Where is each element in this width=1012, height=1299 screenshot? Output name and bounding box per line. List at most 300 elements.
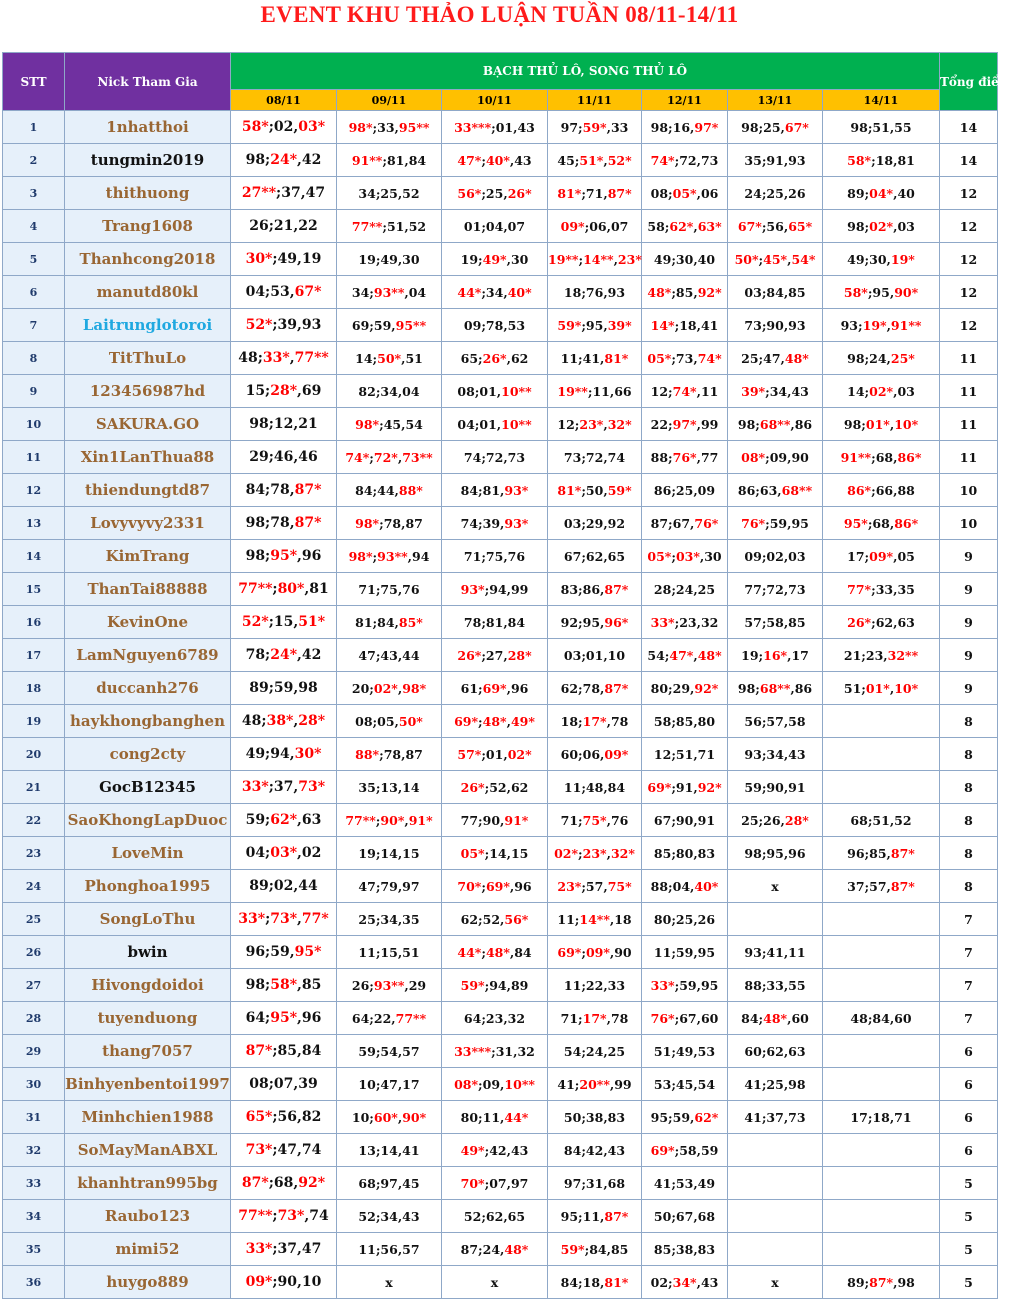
pick-cell: 71;75,76 <box>337 573 442 606</box>
pick-cell: 51;49,53 <box>642 1035 728 1068</box>
nick-cell: 123456987hd <box>65 375 231 408</box>
table-row <box>3 276 998 309</box>
nick-cell: duccanh276 <box>65 672 231 705</box>
pick-cell: 04;03*,02 <box>231 837 337 870</box>
pick-cell: 44*;34,40* <box>442 276 548 309</box>
pick-cell: 71;17*,78 <box>548 1002 642 1035</box>
pick-cell <box>823 1068 940 1101</box>
pick-cell <box>823 705 940 738</box>
pick-cell: 12;23*,32* <box>548 408 642 441</box>
pick-cell: 77**;90*,91* <box>337 804 442 837</box>
total-cell: 9 <box>940 639 998 672</box>
pick-cell: 62;52,56* <box>442 903 548 936</box>
pick-cell: 01;04,07 <box>442 210 548 243</box>
nick-cell: thithuong <box>65 177 231 210</box>
pick-cell: 77**;51,52 <box>337 210 442 243</box>
pick-cell: 59;62*,63 <box>231 804 337 837</box>
pick-cell: 73;72,74 <box>548 441 642 474</box>
pick-cell: 52;62,65 <box>442 1200 548 1233</box>
pick-cell: 95*;68,86* <box>823 507 940 540</box>
stt-cell: 28 <box>3 1002 65 1035</box>
pick-cell: 47;43,44 <box>337 639 442 672</box>
pick-cell: 74;39,93* <box>442 507 548 540</box>
pick-cell: 30*;49,19 <box>231 243 337 276</box>
pick-cell: 93;41,11 <box>728 936 823 969</box>
pick-cell: 89;87*,98 <box>823 1266 940 1299</box>
pick-cell: 58;62*,63* <box>642 210 728 243</box>
pick-cell: 33***;31,32 <box>442 1035 548 1068</box>
pick-cell: 68;97,45 <box>337 1167 442 1200</box>
pick-cell: 03;84,85 <box>728 276 823 309</box>
pick-cell: 10;60*,90* <box>337 1101 442 1134</box>
pick-cell: 74*;72,73 <box>642 144 728 177</box>
pick-cell: 48*;85,92* <box>642 276 728 309</box>
pick-cell <box>823 1035 940 1068</box>
pick-cell: 67;90,91 <box>642 804 728 837</box>
pick-cell: 81*;71,87* <box>548 177 642 210</box>
table-row <box>3 507 998 540</box>
pick-cell: 89;04*,40 <box>823 177 940 210</box>
pick-cell: 65;26*,62 <box>442 342 548 375</box>
stt-cell: 14 <box>3 540 65 573</box>
nick-cell: ThanTai88888 <box>65 573 231 606</box>
pick-cell <box>823 738 940 771</box>
pick-cell: 45;51*,52* <box>548 144 642 177</box>
pick-cell: 98;24,25* <box>823 342 940 375</box>
table-row <box>3 936 998 969</box>
table-row <box>3 1002 998 1035</box>
pick-cell: 58*;02,03* <box>231 111 337 144</box>
header-date: 13/11 <box>728 90 823 111</box>
table-row <box>3 1035 998 1068</box>
pick-cell: 59;54,57 <box>337 1035 442 1068</box>
pick-cell: 78;81,84 <box>442 606 548 639</box>
pick-cell: 19;49*,30 <box>442 243 548 276</box>
pick-cell: 87*;68,92* <box>231 1167 337 1200</box>
pick-cell: 80;25,26 <box>642 903 728 936</box>
total-cell: 6 <box>940 1134 998 1167</box>
table-row <box>3 1134 998 1167</box>
pick-cell: 35;13,14 <box>337 771 442 804</box>
pick-cell: 15;28*,69 <box>231 375 337 408</box>
header-date: 14/11 <box>823 90 940 111</box>
pick-cell: 69*;09*,90 <box>548 936 642 969</box>
table-row <box>3 243 998 276</box>
pick-cell: 59;90,91 <box>728 771 823 804</box>
total-cell: 8 <box>940 837 998 870</box>
table-row <box>3 309 998 342</box>
total-cell: 6 <box>940 1101 998 1134</box>
header-date: 12/11 <box>642 90 728 111</box>
pick-cell: 67*;56,65* <box>728 210 823 243</box>
pick-cell: 84;18,81* <box>548 1266 642 1299</box>
pick-cell: 18;17*,78 <box>548 705 642 738</box>
pick-cell: 25;26,28* <box>728 804 823 837</box>
pick-cell: 37;57,87* <box>823 870 940 903</box>
pick-cell: 49;30,19* <box>823 243 940 276</box>
pick-cell: 49;94,30* <box>231 738 337 771</box>
pick-cell: 04;53,67* <box>231 276 337 309</box>
pick-cell: 49*;42,43 <box>442 1134 548 1167</box>
nick-cell: cong2cty <box>65 738 231 771</box>
pick-cell: 14*;18,41 <box>642 309 728 342</box>
stt-cell: 35 <box>3 1233 65 1266</box>
total-cell: 12 <box>940 177 998 210</box>
pick-cell: 19;14,15 <box>337 837 442 870</box>
pick-cell: 98;24*,42 <box>231 144 337 177</box>
total-cell: 10 <box>940 507 998 540</box>
pick-cell: 04;01,10** <box>442 408 548 441</box>
pick-cell: 93;19*,91** <box>823 309 940 342</box>
total-cell: 12 <box>940 210 998 243</box>
pick-cell: 88;04,40* <box>642 870 728 903</box>
nick-cell: SoMayManABXL <box>65 1134 231 1167</box>
pick-cell: 12;74*,11 <box>642 375 728 408</box>
pick-cell: 91**;68,86* <box>823 441 940 474</box>
total-cell: 8 <box>940 870 998 903</box>
pick-cell: 65*;56,82 <box>231 1101 337 1134</box>
pick-cell: 59*;94,89 <box>442 969 548 1002</box>
stt-cell: 21 <box>3 771 65 804</box>
pick-cell: 74*;72*,73** <box>337 441 442 474</box>
pick-cell: 88;76*,77 <box>642 441 728 474</box>
nick-cell: Phonghoa1995 <box>65 870 231 903</box>
pick-cell: 34;25,52 <box>337 177 442 210</box>
pick-cell: 49;30,40 <box>642 243 728 276</box>
pick-cell: 20;02*,98* <box>337 672 442 705</box>
pick-cell <box>728 1200 823 1233</box>
pick-cell: 98;78,87* <box>231 507 337 540</box>
pick-cell: 19**;14**,23* <box>548 243 642 276</box>
pick-cell: 84;81,93* <box>442 474 548 507</box>
nick-cell: Thanhcong2018 <box>65 243 231 276</box>
pick-cell: 08;05,50* <box>337 705 442 738</box>
pick-cell: 81*;50,59* <box>548 474 642 507</box>
table-row <box>3 1266 998 1299</box>
header-total: Tổng điểm <box>940 53 998 111</box>
pick-cell: 44*;48*,84 <box>442 936 548 969</box>
pick-cell: 11;59,95 <box>642 936 728 969</box>
pick-cell: 19;16*,17 <box>728 639 823 672</box>
total-cell: 12 <box>940 243 998 276</box>
pick-cell: 24;25,26 <box>728 177 823 210</box>
nick-cell: Raubo123 <box>65 1200 231 1233</box>
pick-cell: 80;29,92* <box>642 672 728 705</box>
pick-cell: 85;38,83 <box>642 1233 728 1266</box>
table-row <box>3 771 998 804</box>
pick-cell: 08*;09,90 <box>728 441 823 474</box>
stt-cell: 11 <box>3 441 65 474</box>
table-row <box>3 540 998 573</box>
pick-cell: 73*;47,74 <box>231 1134 337 1167</box>
pick-cell: 58;85,80 <box>642 705 728 738</box>
total-cell: 6 <box>940 1068 998 1101</box>
nick-cell: LamNguyen6789 <box>65 639 231 672</box>
pick-cell: 05*;03*,30 <box>642 540 728 573</box>
pick-cell: 61;69*,96 <box>442 672 548 705</box>
pick-cell: 09*;90,10 <box>231 1266 337 1299</box>
table-row <box>3 342 998 375</box>
pick-cell: 83;86,87* <box>548 573 642 606</box>
pick-cell: 13;14,41 <box>337 1134 442 1167</box>
pick-cell: 54;24,25 <box>548 1035 642 1068</box>
table-row <box>3 144 998 177</box>
pick-cell: 02;34*,43 <box>642 1266 728 1299</box>
pick-cell: 70*;07,97 <box>442 1167 548 1200</box>
pick-cell: 84;48*,60 <box>728 1002 823 1035</box>
pick-cell: 50*;45*,54* <box>728 243 823 276</box>
pick-cell: 56;57,58 <box>728 705 823 738</box>
table-row <box>3 639 998 672</box>
pick-cell: 58*;95,90* <box>823 276 940 309</box>
pick-cell: 89;02,44 <box>231 870 337 903</box>
pick-cell: 86*;66,88 <box>823 474 940 507</box>
pick-cell: 59*;84,85 <box>548 1233 642 1266</box>
pick-cell: 35;91,93 <box>728 144 823 177</box>
pick-cell: 41;25,98 <box>728 1068 823 1101</box>
table-row <box>3 606 998 639</box>
pick-cell: 52*;39,93 <box>231 309 337 342</box>
stt-cell: 7 <box>3 309 65 342</box>
table-row <box>3 177 998 210</box>
pick-cell: 08;07,39 <box>231 1068 337 1101</box>
pick-cell: 98;95*,96 <box>231 540 337 573</box>
pick-cell: 98;68**,86 <box>728 408 823 441</box>
pick-cell: 84;44,88* <box>337 474 442 507</box>
table-row <box>3 672 998 705</box>
pick-cell: 80;11,44* <box>442 1101 548 1134</box>
pick-cell: 57;58,85 <box>728 606 823 639</box>
stt-cell: 26 <box>3 936 65 969</box>
pick-cell: 69*;58,59 <box>642 1134 728 1167</box>
nick-cell: Minhchien1988 <box>65 1101 231 1134</box>
pick-cell: 68;51,52 <box>823 804 940 837</box>
pick-cell: 64;23,32 <box>442 1002 548 1035</box>
stt-cell: 2 <box>3 144 65 177</box>
nick-cell: GocB12345 <box>65 771 231 804</box>
stt-cell: 5 <box>3 243 65 276</box>
nick-cell: tuyenduong <box>65 1002 231 1035</box>
pick-cell: 73;90,93 <box>728 309 823 342</box>
pick-cell: 58*;18,81 <box>823 144 940 177</box>
pick-cell: 11;15,51 <box>337 936 442 969</box>
total-cell: 14 <box>940 111 998 144</box>
stt-cell: 23 <box>3 837 65 870</box>
table-row <box>3 1068 998 1101</box>
pick-cell <box>728 903 823 936</box>
pick-cell: x <box>337 1266 442 1299</box>
pick-cell: 96;85,87* <box>823 837 940 870</box>
stt-cell: 10 <box>3 408 65 441</box>
pick-cell: 48;38*,28* <box>231 705 337 738</box>
pick-cell: 26*;62,63 <box>823 606 940 639</box>
pick-cell: 27**;37,47 <box>231 177 337 210</box>
stt-cell: 18 <box>3 672 65 705</box>
pick-cell: 98;51,55 <box>823 111 940 144</box>
pick-cell: 98*;33,95** <box>337 111 442 144</box>
total-cell: 5 <box>940 1200 998 1233</box>
pick-cell: 77*;33,35 <box>823 573 940 606</box>
pick-cell: 77**;80*,81 <box>231 573 337 606</box>
total-cell: 10 <box>940 474 998 507</box>
table-row <box>3 1167 998 1200</box>
pick-cell: 93;34,43 <box>728 738 823 771</box>
pick-cell: 89;59,98 <box>231 672 337 705</box>
pick-cell <box>823 1134 940 1167</box>
pick-cell: 98;95,96 <box>728 837 823 870</box>
pick-cell: 17;09*,05 <box>823 540 940 573</box>
nick-cell: LoveMin <box>65 837 231 870</box>
pick-cell: 98*;45,54 <box>337 408 442 441</box>
pick-cell: 64;22,77** <box>337 1002 442 1035</box>
pick-cell: 77;72,73 <box>728 573 823 606</box>
total-cell: 8 <box>940 738 998 771</box>
pick-cell: 21;23,32** <box>823 639 940 672</box>
pick-cell: x <box>442 1266 548 1299</box>
pick-cell: 41;20**,99 <box>548 1068 642 1101</box>
pick-cell: 08;05*,06 <box>642 177 728 210</box>
total-cell: 7 <box>940 969 998 1002</box>
nick-cell: Lovyvyvy2331 <box>65 507 231 540</box>
pick-cell: 19;49,30 <box>337 243 442 276</box>
stt-cell: 27 <box>3 969 65 1002</box>
nick-cell: huygo889 <box>65 1266 231 1299</box>
stt-cell: 13 <box>3 507 65 540</box>
pick-cell: 29;46,46 <box>231 441 337 474</box>
pick-cell: 95;11,87* <box>548 1200 642 1233</box>
pick-cell: 84;42,43 <box>548 1134 642 1167</box>
stt-cell: 32 <box>3 1134 65 1167</box>
pick-cell: 97;31,68 <box>548 1167 642 1200</box>
header-date: 09/11 <box>337 90 442 111</box>
pick-cell <box>823 936 940 969</box>
pick-cell: 14;02*,03 <box>823 375 940 408</box>
page-title: EVENT KHU THẢO LUẬN TUẦN 08/11-14/11 <box>260 2 739 27</box>
pick-cell: 11;48,84 <box>548 771 642 804</box>
total-cell: 5 <box>940 1233 998 1266</box>
pick-cell: x <box>728 870 823 903</box>
table-row <box>3 804 998 837</box>
pick-cell: 41;37,73 <box>728 1101 823 1134</box>
pick-cell: 18;76,93 <box>548 276 642 309</box>
pick-cell: 14;50*,51 <box>337 342 442 375</box>
pick-cell <box>728 1134 823 1167</box>
total-cell: 12 <box>940 276 998 309</box>
pick-cell: 11;14**,18 <box>548 903 642 936</box>
pick-cell: 87*;85,84 <box>231 1035 337 1068</box>
stt-cell: 30 <box>3 1068 65 1101</box>
pick-cell: 69;59,95** <box>337 309 442 342</box>
pick-cell: 34;93**,04 <box>337 276 442 309</box>
pick-cell: 88*;78,87 <box>337 738 442 771</box>
stt-cell: 12 <box>3 474 65 507</box>
pick-cell: 98*;93**,94 <box>337 540 442 573</box>
pick-cell: 52;34,43 <box>337 1200 442 1233</box>
pick-cell: 81;84,85* <box>337 606 442 639</box>
nick-cell: Hivongdoidoi <box>65 969 231 1002</box>
table-row <box>3 474 998 507</box>
pick-cell: 22;97*,99 <box>642 408 728 441</box>
total-cell: 7 <box>940 903 998 936</box>
pick-cell: 09*;06,07 <box>548 210 642 243</box>
table-row <box>3 441 998 474</box>
pick-cell: 39*;34,43 <box>728 375 823 408</box>
pick-cell: 76*;67,60 <box>642 1002 728 1035</box>
nick-cell: mimi52 <box>65 1233 231 1266</box>
pick-cell: 82;34,04 <box>337 375 442 408</box>
total-cell: 14 <box>940 144 998 177</box>
pick-cell: 98;12,21 <box>231 408 337 441</box>
pick-cell: 41;53,49 <box>642 1167 728 1200</box>
pick-cell: 08*;09,10** <box>442 1068 548 1101</box>
pick-cell: 96;59,95* <box>231 936 337 969</box>
table-row <box>3 837 998 870</box>
stt-cell: 15 <box>3 573 65 606</box>
pick-cell: 70*;69*,96 <box>442 870 548 903</box>
total-cell: 11 <box>940 441 998 474</box>
stt-cell: 20 <box>3 738 65 771</box>
total-cell: 8 <box>940 804 998 837</box>
table-row <box>3 903 998 936</box>
table-row <box>3 705 998 738</box>
pick-cell: 11;56,57 <box>337 1233 442 1266</box>
pick-cell: 98;68**,86 <box>728 672 823 705</box>
pick-cell: 69*;91,92* <box>642 771 728 804</box>
pick-cell: 92;95,96* <box>548 606 642 639</box>
nick-cell: Binhyenbentoi1997 <box>65 1068 231 1101</box>
pick-cell: 05*;73,74* <box>642 342 728 375</box>
pick-cell: 76*;59,95 <box>728 507 823 540</box>
nick-cell: bwin <box>65 936 231 969</box>
pick-cell: 03;01,10 <box>548 639 642 672</box>
pick-cell: 28;24,25 <box>642 573 728 606</box>
stt-cell: 24 <box>3 870 65 903</box>
total-cell: 9 <box>940 540 998 573</box>
pick-cell: 52*;15,51* <box>231 606 337 639</box>
pick-cell: 71;75*,76 <box>548 804 642 837</box>
total-cell: 6 <box>940 1035 998 1068</box>
pick-cell: 03;29,92 <box>548 507 642 540</box>
pick-cell: 86;63,68** <box>728 474 823 507</box>
pick-cell: 26;21,22 <box>231 210 337 243</box>
pick-cell: 95;59,62* <box>642 1101 728 1134</box>
pick-cell: 98;25,67* <box>728 111 823 144</box>
pick-cell: 67;62,65 <box>548 540 642 573</box>
table-row <box>3 111 998 144</box>
stt-cell: 25 <box>3 903 65 936</box>
pick-cell: 98;16,97* <box>642 111 728 144</box>
table-row <box>3 1101 998 1134</box>
pick-cell <box>823 903 940 936</box>
total-cell: 9 <box>940 672 998 705</box>
pick-cell: 60;62,63 <box>728 1035 823 1068</box>
total-cell: 7 <box>940 936 998 969</box>
pick-cell: 98;58*,85 <box>231 969 337 1002</box>
pick-cell <box>728 1167 823 1200</box>
total-cell: 5 <box>940 1266 998 1299</box>
pick-cell: 86;25,09 <box>642 474 728 507</box>
table-row <box>3 408 998 441</box>
pick-cell: 02*;23*,32* <box>548 837 642 870</box>
pick-cell: 60;06,09* <box>548 738 642 771</box>
pick-cell: 47;79,97 <box>337 870 442 903</box>
pick-cell: 98;01*,10* <box>823 408 940 441</box>
pick-cell: 69*;48*,49* <box>442 705 548 738</box>
nick-cell: Laitrunglotoroi <box>65 309 231 342</box>
total-cell: 8 <box>940 705 998 738</box>
pick-cell <box>823 771 940 804</box>
stt-cell: 4 <box>3 210 65 243</box>
